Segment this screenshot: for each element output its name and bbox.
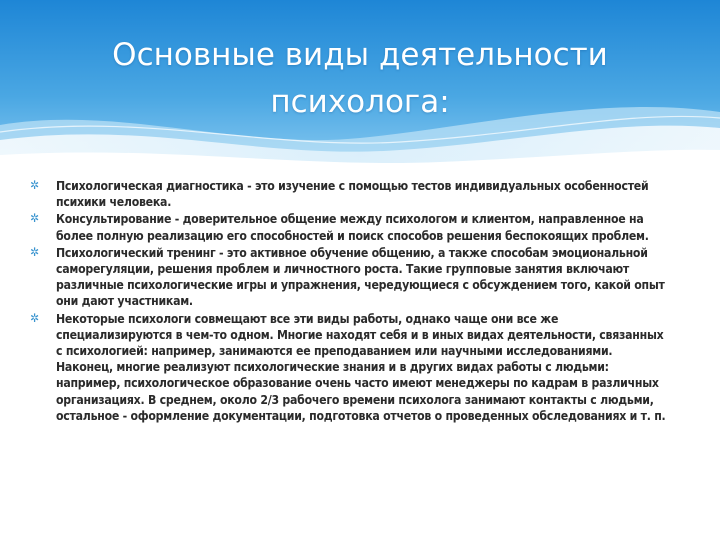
bullet-text: Консультирование - доверительное общение между психологом и клиентом, направленное на более полную реализацию его способностей и поиск способов решения беспокоящих проблем.: [56, 212, 649, 243]
asterisk-icon: ✲: [30, 211, 39, 226]
slide-title-line-2: психолога:: [270, 84, 450, 120]
bullet-diagnostics: [30, 178, 670, 210]
bullet-consulting: [30, 211, 670, 243]
bullet-text: Некоторые психологи совмещают все эти виды работы, однако чаще они все же специализируются в чем-то одном. Многие находят себя и в иных видах деятельности, связанных с психологией: например, занимаются ее преподаванием или научными исследованиями. Наконец, многие реализуют психологические знания и в других видах работы с людьми: например, психологическое образование очень часто имеют менеджеры по кадрам в различных организациях. В среднем, около 2/3 рабочего времени психолога занимают контакты с людьми, остальное - оформление документации, подготовка отчетов о проведенных обследованиях и т. п.: [56, 311, 666, 423]
bullet-text: Психологический тренинг - это активное обучение общению, а также способам эмоциональной саморегуляции, решения проблем и личностного роста. Такие групповые занятия включают различные психологические игры и упражнения, чередующиеся с обсуждением того, какой опыт они дают участникам.: [56, 245, 665, 309]
bullet-text: Психологическая диагностика - это изучение с помощью тестов индивидуальных особенностей психики человека.: [56, 179, 649, 210]
slide-title: [30, 32, 690, 126]
asterisk-icon: ✲: [30, 310, 39, 325]
bullet-training: [30, 245, 670, 310]
bullet-list: [30, 178, 670, 425]
slide-title-line-1: Основные виды деятельности: [112, 37, 608, 73]
bullet-other-activities: [30, 311, 670, 424]
asterisk-icon: ✲: [30, 178, 39, 192]
asterisk-icon: ✲: [30, 244, 39, 259]
